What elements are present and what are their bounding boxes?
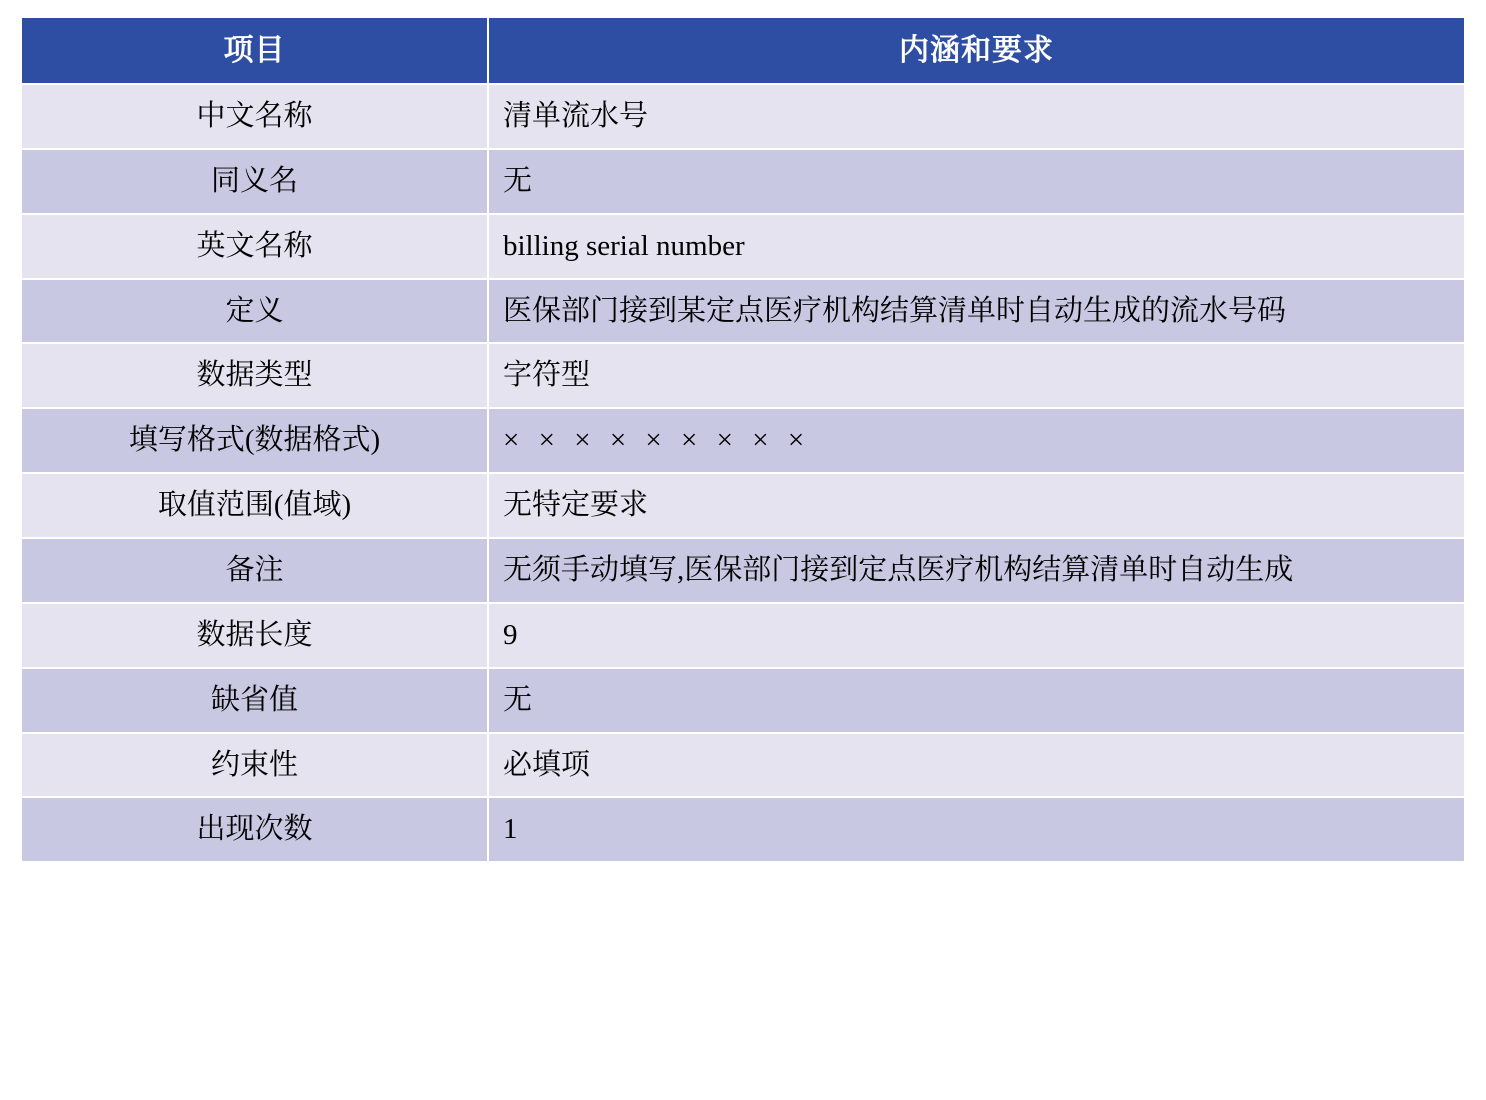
row-item-label: 同义名 — [22, 149, 488, 214]
table-row — [22, 343, 1464, 408]
row-description-value: 无特定要求 — [488, 473, 1464, 538]
row-description-value: 9 — [488, 603, 1464, 668]
row-item-label: 取值范围(值域) — [22, 473, 488, 538]
table-header-row — [22, 17, 1464, 84]
row-item-label: 定义 — [22, 279, 488, 344]
row-item-label: 填写格式(数据格式) — [22, 408, 488, 473]
column-header-description: 内涵和要求 — [488, 17, 1464, 84]
table-row — [22, 538, 1464, 603]
row-item-label: 约束性 — [22, 733, 488, 798]
row-description-value: 必填项 — [488, 733, 1464, 798]
table-row — [22, 733, 1464, 798]
row-description-value: 无须手动填写,医保部门接到定点医疗机构结算清单时自动生成 — [488, 538, 1464, 603]
row-item-label: 出现次数 — [22, 797, 488, 862]
table-row — [22, 214, 1464, 279]
row-description-value: 无 — [488, 668, 1464, 733]
row-item-label: 数据长度 — [22, 603, 488, 668]
table-row — [22, 279, 1464, 344]
row-description-value: 清单流水号 — [488, 84, 1464, 149]
table-row — [22, 668, 1464, 733]
row-item-label: 中文名称 — [22, 84, 488, 149]
row-item-label: 备注 — [22, 538, 488, 603]
row-description-value: 字符型 — [488, 343, 1464, 408]
table-row — [22, 473, 1464, 538]
row-description-value: × × × × × × × × × — [488, 408, 1464, 473]
row-description-value: 医保部门接到某定点医疗机构结算清单时自动生成的流水号码 — [488, 279, 1464, 344]
table-row — [22, 603, 1464, 668]
row-item-label: 数据类型 — [22, 343, 488, 408]
data-element-table — [22, 16, 1464, 863]
table-header — [22, 17, 1464, 84]
table-row — [22, 408, 1464, 473]
column-header-item: 项目 — [22, 17, 488, 84]
table-row — [22, 797, 1464, 862]
row-item-label: 缺省值 — [22, 668, 488, 733]
table-body — [22, 84, 1464, 862]
row-item-label: 英文名称 — [22, 214, 488, 279]
table-row — [22, 84, 1464, 149]
row-description-value: 无 — [488, 149, 1464, 214]
table-row — [22, 149, 1464, 214]
row-description-value: 1 — [488, 797, 1464, 862]
row-description-value: billing serial number — [488, 214, 1464, 279]
